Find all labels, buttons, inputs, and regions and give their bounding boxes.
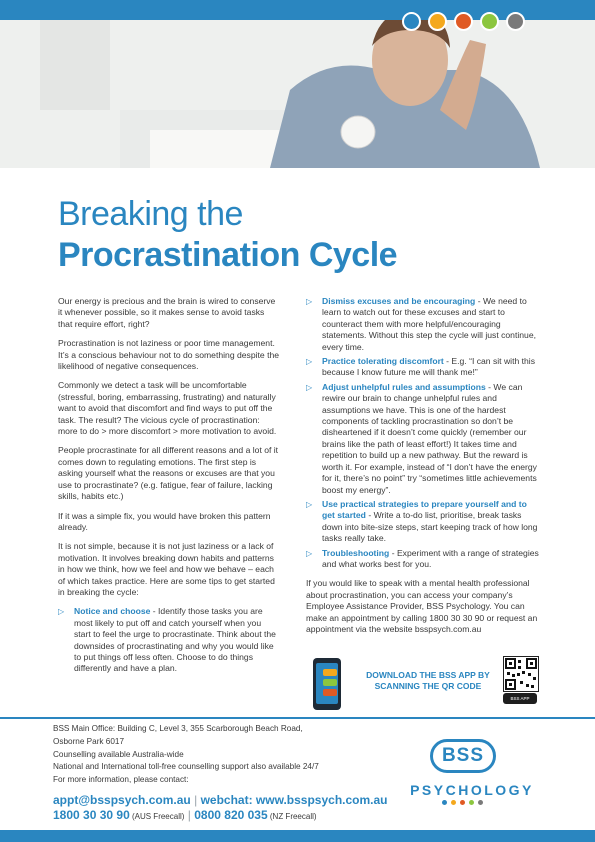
- footer-line: Osborne Park 6017: [53, 736, 125, 746]
- phone-nz-note: (NZ Freecall): [267, 812, 317, 821]
- tip-item: [306, 296, 542, 353]
- logo-dot: [451, 800, 456, 805]
- logo-dot: [442, 800, 447, 805]
- tip-item: [306, 548, 542, 571]
- paragraph: Commonly we detect a task will be uncomfortable (stressful, boring, embarrassing, frustrating) and naturally want to avoid that discomfort and find ways to put off the task. The result? The vicious cycle of procrastination: more to do > more discomfort > more motivation to avoid.: [58, 380, 277, 437]
- footer-line: Counselling available Australia-wide: [53, 749, 184, 759]
- color-dot: [402, 12, 421, 31]
- phone-aus-note: (AUS Freecall): [129, 812, 185, 821]
- right-column: [306, 296, 542, 643]
- footer-line: BSS Main Office: Building C, Level 3, 355 Scarborough Beach Road,: [53, 724, 303, 733]
- logo-dot: [460, 800, 465, 805]
- app-cta-line: SCANNING THE QR CODE: [374, 681, 482, 691]
- color-dot: [454, 12, 473, 31]
- paragraph: Procrastination is not laziness or poor time management. It’s a conscious behaviour not to do something despite the likelihood of negative consequences.: [58, 338, 280, 372]
- bss-logo-word: PSYCHOLOGY: [410, 782, 534, 798]
- logo-dots: [442, 800, 483, 805]
- triangle-bullet-icon: ▷: [306, 297, 313, 306]
- logo-dot: [478, 800, 483, 805]
- phone-nz-link[interactable]: 0800 820 035: [194, 808, 268, 822]
- triangle-bullet-icon: ▷: [306, 357, 313, 367]
- footer-info: [53, 723, 383, 787]
- tip-item: [306, 499, 542, 545]
- triangle-bullet-icon: ▷: [306, 382, 313, 392]
- paragraph: It is not simple, because it is not just laziness or a lack of motivation. It involves breaking down habits and patterns in how we think, how we feel and how we behave – each of which takes practice. Here are some tips to get started in breaking the cycle:: [58, 541, 275, 597]
- footer-line: For more information, please contact:: [53, 775, 189, 785]
- tip-item: [58, 606, 280, 674]
- tip-body: - Write a to-do list, prioritise, break tasks down into bite-size steps, start keeping track of how long tasks really take.: [322, 510, 538, 544]
- tip-heading: Adjust unhelpful rules and assumptions: [322, 381, 486, 392]
- triangle-bullet-icon: ▷: [306, 548, 313, 558]
- tip-item: [306, 382, 542, 496]
- page-title-line1: Breaking the: [58, 195, 243, 233]
- tip-body: - Identify those tasks you are most likely to put off and catch yourself when you start to feel the urge to procrastinate. Think about the downsides of procrastinating and why you would like to put things off less often. Choose to do things differently and have a plan.: [74, 606, 276, 674]
- logo-dot: [469, 800, 474, 805]
- contact-line-web: [53, 793, 388, 807]
- paragraph: Our energy is precious and the brain is wired to conserve it whenever possible, so it makes sense to avoid tasks that require effort, right?: [58, 296, 276, 329]
- paragraph: If it was a simple fix, you would have broken this pattern already.: [58, 510, 271, 532]
- tip-heading: Use practical strategies to prepare yourself and to get started: [322, 498, 527, 521]
- app-badge: BSS APP: [503, 693, 537, 704]
- crumpled-paper-shape: [341, 116, 375, 148]
- phone-icon: [313, 658, 341, 710]
- separator: |: [187, 808, 191, 822]
- footer-divider: [0, 717, 595, 719]
- separator: |: [194, 793, 198, 807]
- tip-body: - We need to learn to watch out for these excuses and start to counteract them with more helpful/encouraging statements. Without this step the cycle will just continue, every time.: [322, 296, 536, 352]
- email-link[interactable]: appt@bsspsych.com.au: [53, 793, 191, 807]
- qr-code-icon[interactable]: [503, 656, 539, 692]
- bottom-bar: [0, 830, 595, 842]
- tip-heading: Dismiss excuses and be encouraging: [322, 296, 476, 306]
- tip-body: - E.g. “I can sit with this because I know future me will thank me!”: [322, 356, 535, 378]
- color-dot: [480, 12, 499, 31]
- phone-aus-link[interactable]: 1800 30 30 90: [53, 808, 130, 822]
- paragraph: People procrastinate for all different reasons and a lot of it comes down to regulating emotions. The first step is asking yourself what the reasons or excuses are that you use to procrastinate? (e.g. fatigue, fear of failure, lacking skills, habits etc.): [58, 445, 279, 502]
- contact-line-phone: [53, 808, 317, 822]
- triangle-bullet-icon: ▷: [58, 607, 65, 617]
- page-title-line2: Procrastination Cycle: [58, 236, 398, 274]
- tip-heading: Troubleshooting: [322, 547, 390, 558]
- tip-item: [306, 356, 542, 379]
- bss-logo-mark: BSS: [430, 739, 496, 773]
- footer-line: National and International toll-free counselling support also available 24/7: [53, 762, 319, 772]
- tip-heading: Notice and choose: [74, 606, 151, 617]
- color-dot: [506, 12, 525, 31]
- webchat-link[interactable]: webchat: www.bsspsych.com.au: [200, 793, 388, 807]
- app-cta-line: DOWNLOAD THE BSS APP BY: [366, 670, 490, 680]
- window-shape: [40, 20, 110, 110]
- color-dot: [428, 12, 447, 31]
- tip-body: - We can rewire our brain to change unhelpful rules and assumptions we have. This is one of the hardest components of tackling procrastination so don’t be disheartened if it doesn’t come quickly (remember our brains like the path of least effort!) It takes time and repetition to build up a new pathway. But the reward is worth it. For example, instead of “I don’t have the energy for it, there’s no point” try “sometimes little achievements boost my energy”.: [322, 381, 537, 495]
- tip-body: - Experiment with a range of strategies and what works best for you.: [322, 547, 539, 569]
- triangle-bullet-icon: ▷: [306, 499, 313, 509]
- left-column: [58, 296, 280, 678]
- tip-heading: Practice tolerating discomfort: [322, 356, 444, 367]
- closing-paragraph: If you would like to speak with a mental health professional about procrastination, you can access your company’s Employee Assistance Provider, BSS Psychology. You can make an appointment by calling 1800 30 30 90 or request an appointment via the website bsspsych.com.au: [306, 578, 538, 634]
- color-dots: [402, 12, 525, 31]
- app-download-cta: [352, 670, 504, 692]
